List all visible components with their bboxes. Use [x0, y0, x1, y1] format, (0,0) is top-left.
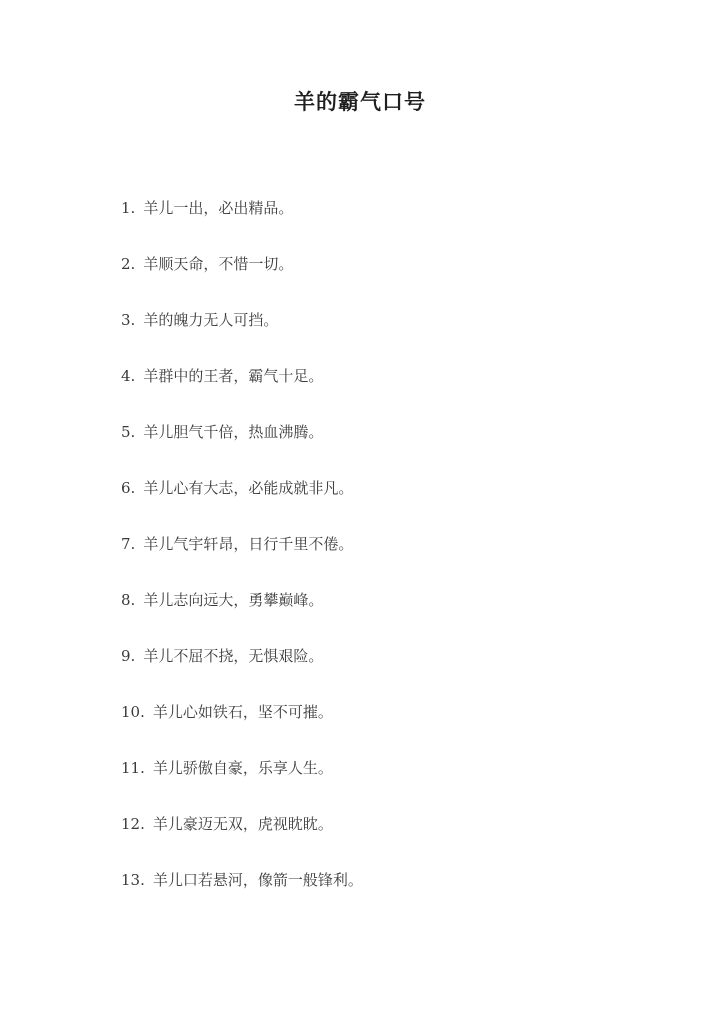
- item-number: 7.: [121, 535, 136, 553]
- item-number: 12.: [121, 815, 145, 833]
- item-text: 羊顺天命，不惜一切。: [143, 255, 294, 273]
- item-text: 羊儿不屈不挠，无惧艰险。: [143, 647, 324, 665]
- list-item: [121, 645, 363, 701]
- list-item: [121, 701, 363, 757]
- list-item: [121, 197, 363, 253]
- list-item: [121, 589, 363, 645]
- list-item: [121, 477, 363, 533]
- list-item: [121, 757, 363, 813]
- item-number: 11.: [121, 759, 145, 777]
- item-number: 4.: [121, 367, 136, 385]
- list-item: [121, 813, 363, 869]
- item-number: 13.: [121, 871, 145, 889]
- item-text: 羊的魄力无人可挡。: [143, 311, 279, 329]
- item-number: 5.: [121, 423, 136, 441]
- slogan-list: [121, 197, 363, 925]
- list-item: [121, 309, 363, 365]
- item-text: 羊儿豪迈无双，虎视眈眈。: [152, 815, 333, 833]
- item-number: 3.: [121, 311, 136, 329]
- item-number: 1.: [121, 199, 136, 217]
- item-text: 羊儿心有大志，必能成就非凡。: [143, 479, 354, 497]
- item-number: 2.: [121, 255, 136, 273]
- document-title: 羊的霸气口号: [294, 89, 426, 114]
- item-number: 10.: [121, 703, 145, 721]
- item-number: 6.: [121, 479, 136, 497]
- item-text: 羊儿一出，必出精品。: [143, 199, 294, 217]
- item-text: 羊儿心如铁石，坚不可摧。: [152, 703, 333, 721]
- item-number: 9.: [121, 647, 136, 665]
- item-text: 羊群中的王者，霸气十足。: [143, 367, 324, 385]
- list-item: [121, 365, 363, 421]
- item-text: 羊儿口若悬河，像箭一般锋利。: [152, 871, 363, 889]
- list-item: [121, 253, 363, 309]
- item-text: 羊儿志向远大，勇攀巅峰。: [143, 591, 324, 609]
- list-item: [121, 421, 363, 477]
- item-number: 8.: [121, 591, 136, 609]
- item-text: 羊儿胆气千倍，热血沸腾。: [143, 423, 324, 441]
- item-text: 羊儿骄傲自豪，乐享人生。: [152, 759, 333, 777]
- list-item: [121, 869, 363, 925]
- list-item: [121, 533, 363, 589]
- item-text: 羊儿气宇轩昂，日行千里不倦。: [143, 535, 354, 553]
